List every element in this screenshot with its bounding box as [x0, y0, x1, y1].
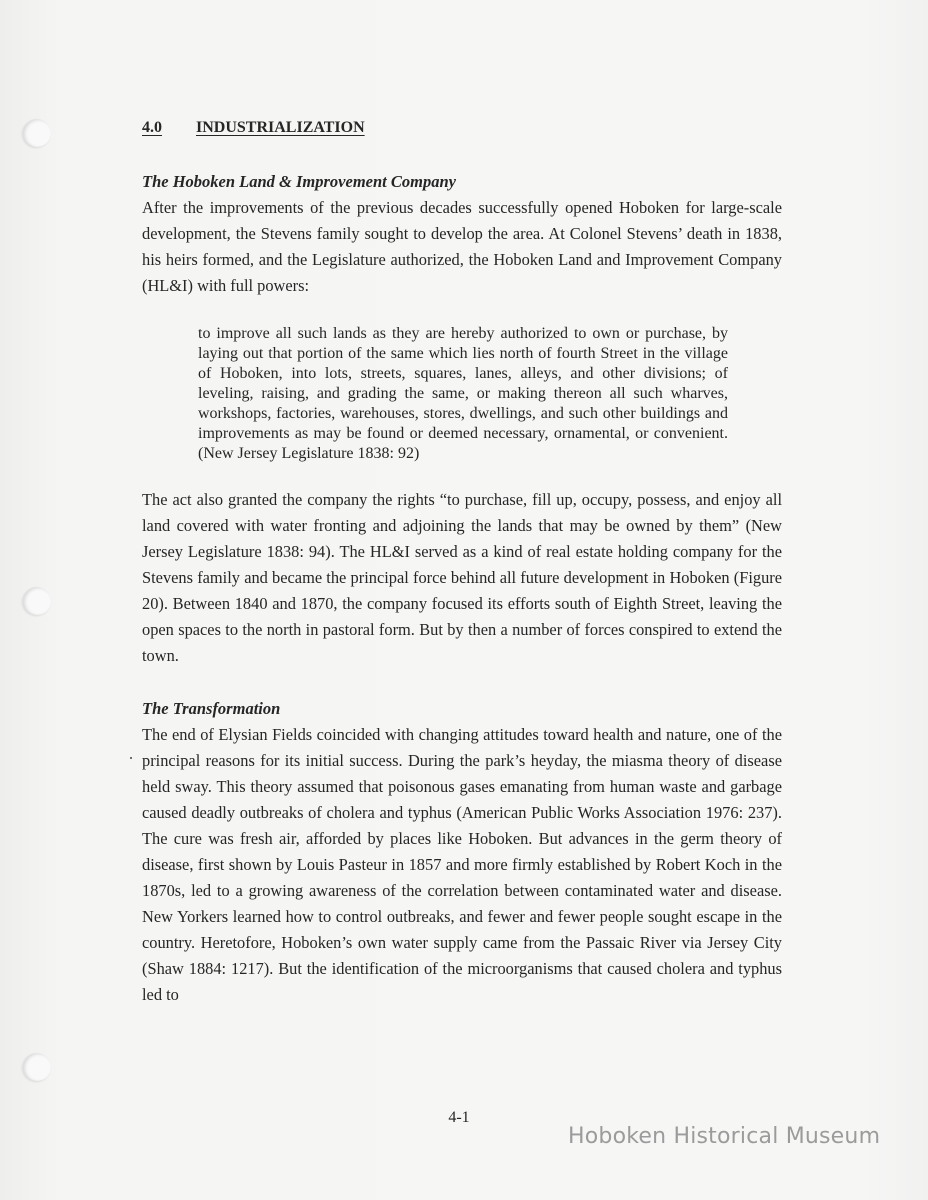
page-number: 4-1 — [448, 1109, 470, 1126]
punch-hole — [23, 1053, 51, 1081]
section-title: INDUSTRIALIZATION — [196, 119, 365, 136]
paragraph: The act also granted the company the rights “to purchase, fill up, occupy, possess, and enjoy all land covered with water fronting and adjoining the lands that may be owned by them” (New Jersey Legislature 1838: 94). The HL&I served as a kind of real estate holding company for the Stevens family and became the principal force behind all future development in Hoboken (Figure 20). Between 1840 and 1870, the company focused its efforts south of Eighth Street, leaving the open spaces to the north in pastoral form. But by then a number of forces conspired to extend the town. — [142, 490, 782, 665]
punch-hole — [23, 119, 51, 147]
paragraph: The end of Elysian Fields coincided with changing attitudes toward health and nature, one of the principal reasons for its initial success. During the park’s heyday, the miasma theory of disease held sway. This theory assumed that poisonous gases emanating from human waste and garbage caused deadly outbreaks of cholera and typhus (American Public Works Association 1976: 237). The cure was fresh air, afforded by places like Hoboken. But advances in the germ theory of disease, first shown by Louis Pasteur in 1857 and more firmly established by Robert Koch in the 1870s, led to a growing awareness of the correlation between contaminated water and disease. New Yorkers learned how to control outbreaks, and fewer and fewer people sought escape in the country. Heretofore, Hoboken’s own water supply came from the Passaic River via Jersey City (Shaw 1884: 1217). But the identification of the microorganisms that caused cholera and typhus led to — [142, 725, 782, 1004]
subsection-heading: The Hoboken Land & Improvement Company — [142, 172, 456, 191]
block-quote: to improve all such lands as they are hereby authorized to own or purchase, by laying out that portion of the same which lies north of fourth Street in the village of Hoboken, into lots, streets, squares, lanes, alleys, and other divisions; of leveling, raising, and grading the same, or making thereon all such wharves, workshops, factories, warehouses, stores, dwellings, and such other buildings and improvements as may be found or deemed necessary, ornamental, or convenient. (New Jersey Legislature 1838: 92) — [198, 325, 728, 462]
section-heading — [142, 116, 782, 140]
section-number: 4.0 — [142, 119, 162, 136]
page-content — [142, 116, 782, 1008]
punch-hole — [23, 587, 51, 615]
stray-mark — [130, 757, 132, 759]
museum-watermark: Hoboken Historical Museum — [568, 1124, 881, 1149]
paragraph: After the improvements of the previous decades successfully opened Hoboken for large-scale development, the Stevens family sought to develop the area. At Colonel Stevens’ death in 1838, his heirs formed, and the Legislature authorized, the Hoboken Land and Improvement Company (HL&I) with full powers: — [142, 198, 782, 295]
subsection-heading: The Transformation — [142, 699, 281, 718]
